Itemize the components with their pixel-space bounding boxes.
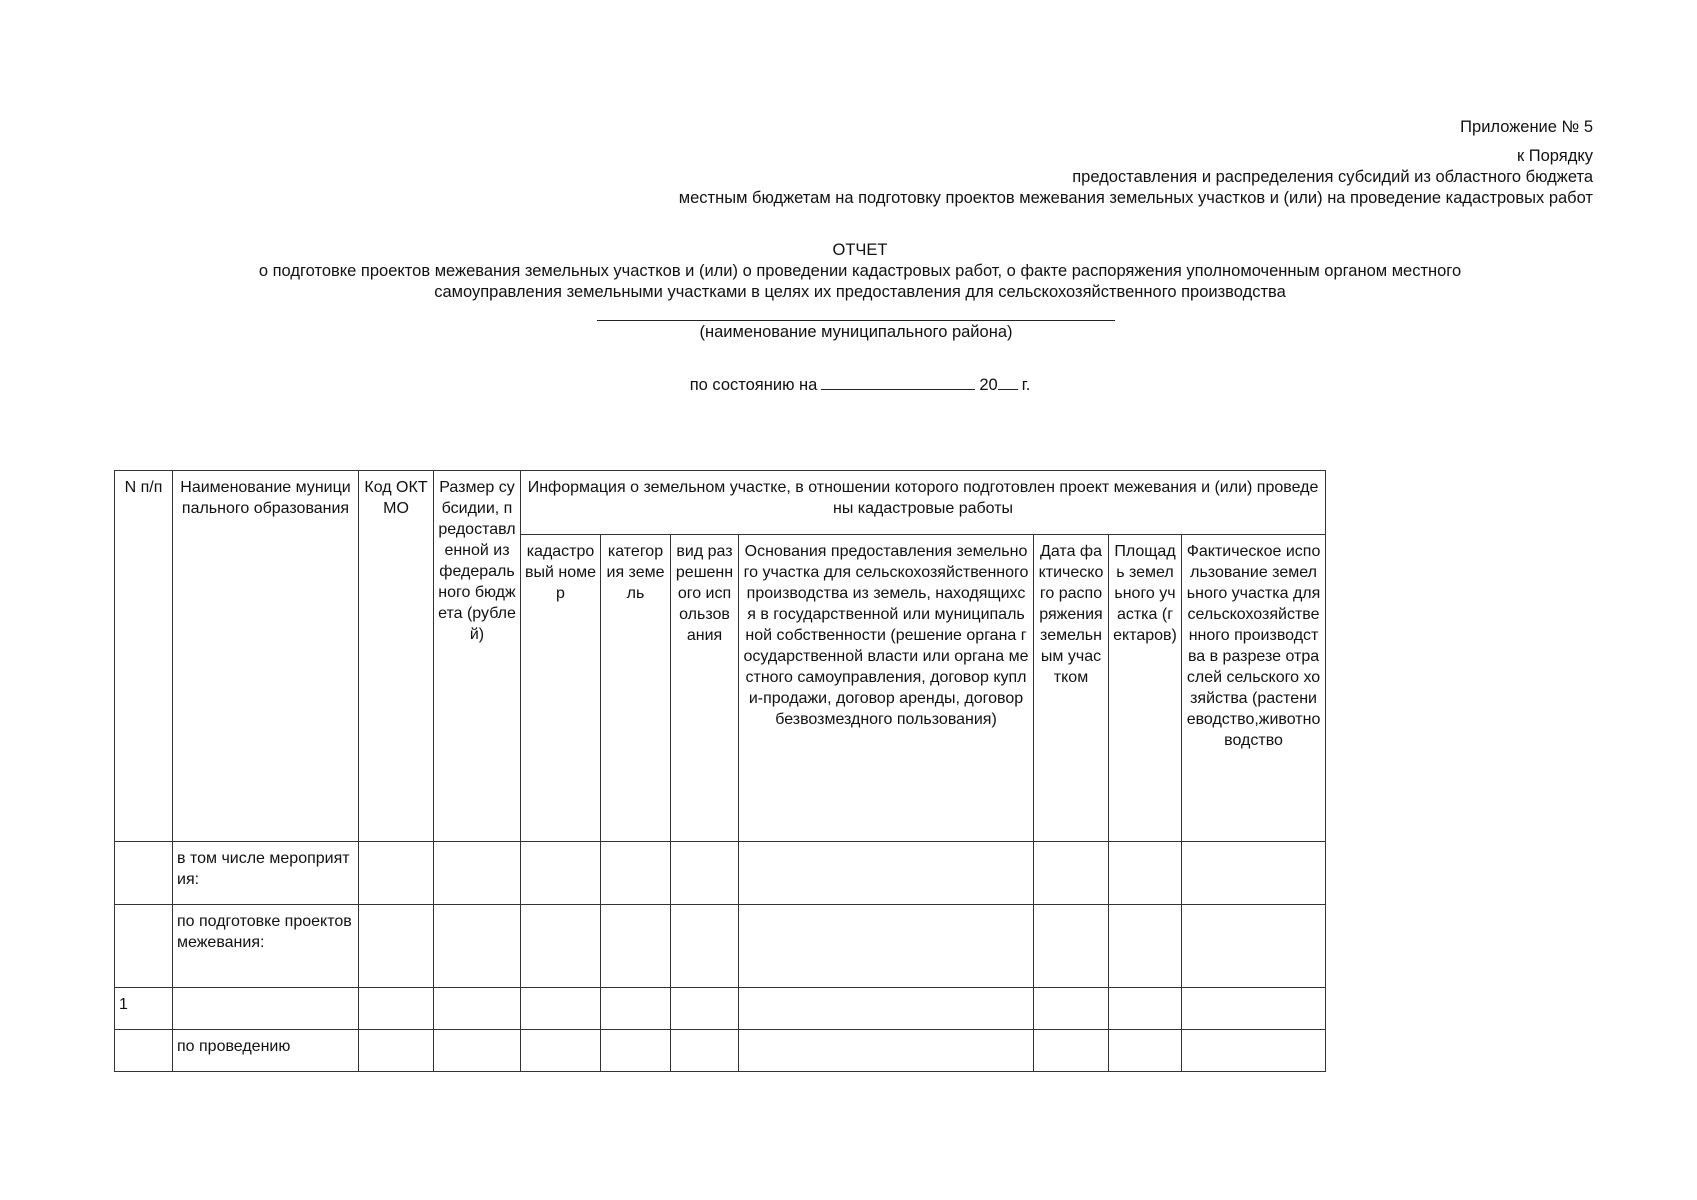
empty-cell <box>521 988 601 1030</box>
row-num-cell <box>115 905 173 988</box>
header-num: N п/п <box>115 471 173 842</box>
header-land-category: категория земель <box>601 535 671 842</box>
empty-cell <box>1034 1030 1109 1072</box>
district-name-caption: (наименование муниципального района) <box>699 323 1013 341</box>
header-subsidy: Размер субсидии, предоставленной из федерального бюджета (рублей) <box>434 471 521 842</box>
header-row-1 <box>115 471 1326 535</box>
empty-cell <box>1182 842 1326 905</box>
header-municipality: Наименование муниципального образования <box>173 471 359 842</box>
as-of-date-line <box>100 373 1620 395</box>
appendix-reference <box>679 117 1593 209</box>
empty-cell <box>1034 988 1109 1030</box>
empty-cell <box>359 842 434 905</box>
empty-cell <box>521 842 601 905</box>
empty-cell <box>671 988 739 1030</box>
year-blank-field <box>998 373 1018 390</box>
empty-cell <box>601 905 671 988</box>
header-cadastral-number: кадастровый номер <box>521 535 601 842</box>
report-title: ОТЧЕТ <box>832 241 888 259</box>
empty-cell <box>671 1030 739 1072</box>
report-subtitle-line-1: о подготовке проектов межевания земельных участков и (или) о проведении кадастровых работ, о факте распоряжения уполномоченным органом местного <box>258 262 1462 280</box>
row-name-cell <box>173 988 359 1030</box>
empty-cell <box>601 842 671 905</box>
table-row <box>115 842 1326 905</box>
empty-cell <box>434 842 521 905</box>
empty-cell <box>739 988 1034 1030</box>
empty-cell <box>1182 905 1326 988</box>
report-table <box>114 470 1326 1072</box>
empty-cell <box>1109 988 1182 1030</box>
as-of-prefix: по состоянию на <box>689 376 818 394</box>
empty-cell <box>1034 842 1109 905</box>
appendix-line-1: к Порядку <box>1516 147 1593 165</box>
date-blank-field <box>821 373 975 390</box>
empty-cell <box>601 1030 671 1072</box>
as-of-year: 20 <box>979 376 998 394</box>
header-permitted-use: вид разрешенного использования <box>671 535 739 842</box>
empty-cell <box>1182 988 1326 1030</box>
report-subtitle-line-2: самоуправления земельными участками в целях их предоставления для сельскохозяйственного производства <box>434 283 1286 301</box>
empty-cell <box>671 842 739 905</box>
empty-cell <box>1182 1030 1326 1072</box>
row-name-cell: по подготовке проектов межевания: <box>173 905 359 988</box>
appendix-line-3: местным бюджетам на подготовку проектов межевания земельных участков и (или) на проведение кадастровых работ <box>678 189 1593 207</box>
table-row <box>115 905 1326 988</box>
header-oktmo: Код ОКТМО <box>359 471 434 842</box>
empty-cell <box>434 988 521 1030</box>
empty-cell <box>739 905 1034 988</box>
row-name-cell: в том числе мероприятия: <box>173 842 359 905</box>
header-land-info: Информация о земельном участке, в отношении которого подготовлен проект межевания и (или) проведены кадастровые работы <box>521 471 1326 535</box>
appendix-line-2: предоставления и распределения субсидий из областного бюджета <box>1072 168 1593 186</box>
header-grounds: Основания предоставления земельного участка для сельскохозяйственного производства из земель, находящихся в государственной или муниципальной собственности (решение органа государственной власти или органа местного самоуправления, договор купли-продажи, договор аренды, договор безвозмездного пользования) <box>739 535 1034 842</box>
district-name-blank-line <box>597 320 1115 321</box>
row-num-cell: 1 <box>115 988 173 1030</box>
empty-cell <box>601 988 671 1030</box>
header-actual-use: Фактическое использование земельного участка для сельскохозяйственного производства в разрезе отраслей сельского хозяйства (растениеводство,животноводство <box>1182 535 1326 842</box>
table-row <box>115 1030 1326 1072</box>
appendix-number: Приложение № 5 <box>1460 118 1593 136</box>
header-area: Площадь земельного участка (гектаров) <box>1109 535 1182 842</box>
row-num-cell <box>115 842 173 905</box>
empty-cell <box>1109 842 1182 905</box>
empty-cell <box>1109 905 1182 988</box>
empty-cell <box>1109 1030 1182 1072</box>
empty-cell <box>521 905 601 988</box>
empty-cell <box>434 1030 521 1072</box>
empty-cell <box>359 988 434 1030</box>
empty-cell <box>359 905 434 988</box>
report-title-block <box>100 240 1620 303</box>
empty-cell <box>521 1030 601 1072</box>
empty-cell <box>359 1030 434 1072</box>
empty-cell <box>1034 905 1109 988</box>
empty-cell <box>739 1030 1034 1072</box>
empty-cell <box>434 905 521 988</box>
empty-cell <box>739 842 1034 905</box>
row-num-cell <box>115 1030 173 1072</box>
header-disposal-date: Дата фактического распоряжения земельным участком <box>1034 535 1109 842</box>
empty-cell <box>671 905 739 988</box>
as-of-suffix: г. <box>1021 376 1031 394</box>
row-name-cell: по проведению <box>173 1030 359 1072</box>
table-row <box>115 988 1326 1030</box>
